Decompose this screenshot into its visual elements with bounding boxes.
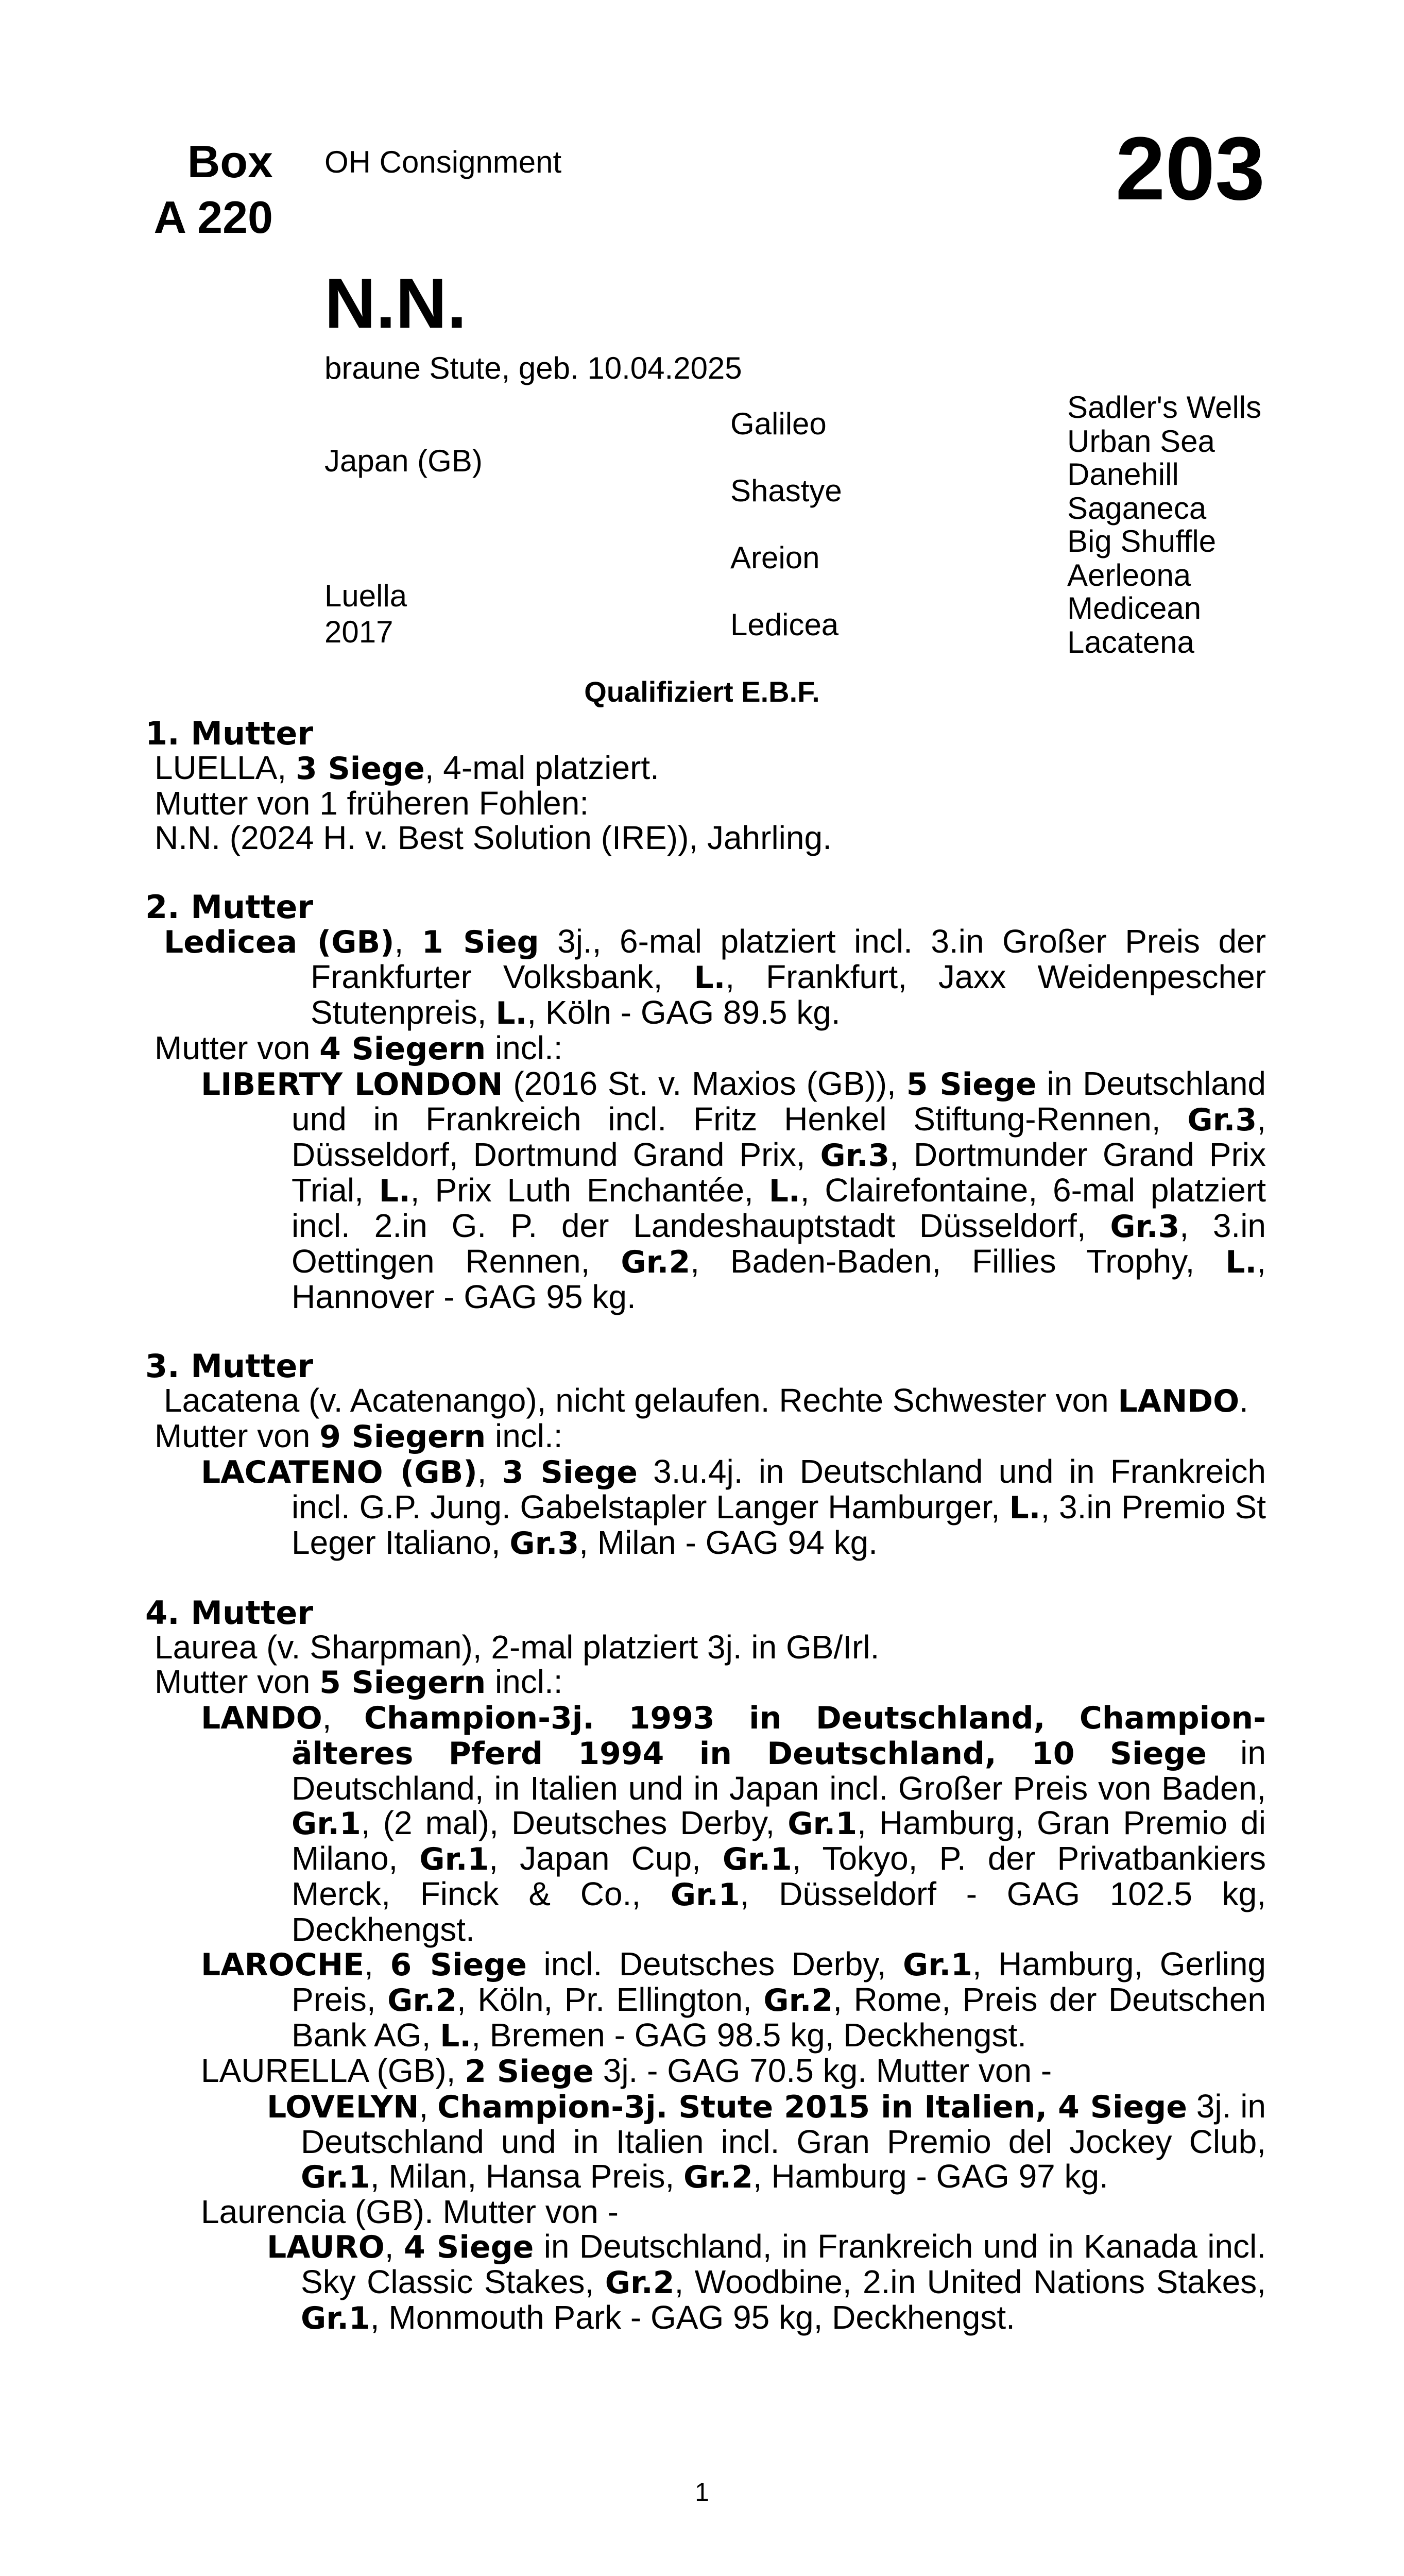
fourth-dam-produce-laroche: LAROCHE, 6 Siege incl. Deutsches Derby, Gr.1, Hamburg, Gerling Preis, Gr.2, Köln, Pr. Ellington, Gr.2, Rome, Preis der Deutschen Bank AG, L., Bremen - GAG 98.5 kg, Deckhengst. — [201, 1945, 1266, 2054]
pedigree-gen3: Saganeca — [1067, 491, 1207, 526]
pedigree-gen2: Shastye — [730, 473, 842, 508]
horse-name: N.N. — [324, 264, 467, 343]
grandproduce-lauro: LAURO, 4 Siege in Deutschland, in Frankreich und in Kanada incl. Sky Classic Stakes, Gr.2, Woodbine, 2.in United Nations Stakes, Gr.1, Monmouth Park - GAG 95 kg, Deckhengst. — [267, 2228, 1266, 2336]
box-number — [139, 134, 273, 245]
third-dam-produce: LACATENO (GB), 3 Siege 3.u.4j. in Deutschland und in Frankreich incl. G.P. Jung. Gabelstapler Langer Hamburger, L., 3.in Premio St Leger Italiano, Gr.3, Milan - GAG 94 kg. — [201, 1453, 1266, 1562]
fourth-dam-produce-lando: LANDO, Champion-3j. 1993 in Deutschland, Champion-älteres Pferd 1994 in Deutschland, 10 Siege in Deutschland, in Italien und in Japan incl. Großer Preis von Baden, Gr.1, (2 mal), Deutsches Derby, Gr.1, Hamburg, Gran Premio di Milano, Gr.1, Japan Cup, Gr.1, Tokyo, P. der Privatbankiers Merck, Finck & Co., Gr.1, Düsseldorf - GAG 102.5 kg, Deckhengst. — [201, 1699, 1266, 1948]
third-dam-winners: Mutter von 9 Siegern incl.: — [155, 1417, 563, 1455]
third-dam-record: Lacatena (v. Acatenango), nicht gelaufen. Rechte Schwester von LANDO. — [164, 1382, 1248, 1419]
first-dam-foal: N.N. (2024 H. v. Best Solution (IRE)), Jahrling. — [155, 819, 832, 856]
second-dam-record: Ledicea (GB), 1 Sieg 3j., 6-mal platziert incl. 3.in Großer Preis der Frankfurter Volksbank, L., Frankfurt, Jaxx Weidenpescher Stutenpreis, L., Köln - GAG 89.5 kg. — [164, 923, 1266, 1031]
second-dam-winners: Mutter von 4 Siegern incl.: — [155, 1029, 563, 1067]
third-dam-heading: 3. Mutter — [145, 1347, 314, 1385]
first-dam-heading: 1. Mutter — [145, 715, 314, 752]
box-label: Box — [187, 136, 273, 187]
fourth-dam-heading: 4. Mutter — [145, 1594, 314, 1632]
pedigree-dam-year: 2017 — [324, 615, 393, 649]
fourth-dam-produce-laurella: LAURELLA (GB), 2 Siege 3j. - GAG 70.5 kg. Mutter von - — [201, 2052, 1052, 2090]
pedigree-gen3: Aerleona — [1067, 558, 1191, 592]
box-id: A 220 — [153, 192, 273, 243]
fourth-dam-produce-laurencia: Laurencia (GB). Mutter von - — [201, 2193, 619, 2230]
pedigree-gen3: Medicean — [1067, 591, 1202, 625]
qualification: Qualifiziert E.B.F. — [584, 675, 820, 708]
second-dam-heading: 2. Mutter — [145, 888, 314, 926]
pedigree-gen3: Sadler's Wells — [1067, 390, 1262, 425]
grandproduce-lovelyn: LOVELYN, Champion-3j. Stute 2015 in Italien, 4 Siege 3j. in Deutschland und in Italien incl. Gran Premio del Jockey Club, Gr.1, Milan, Hansa Preis, Gr.2, Hamburg - GAG 97 kg. — [267, 2088, 1266, 2195]
pedigree-gen3: Lacatena — [1067, 625, 1194, 659]
pedigree-dam: Luella — [324, 579, 407, 613]
horse-description: braune Stute, geb. 10.04.2025 — [324, 351, 742, 385]
fourth-dam-record: Laurea (v. Sharpman), 2-mal platziert 3j. in GB/Irl. — [155, 1629, 880, 1666]
pedigree-gen3: Big Shuffle — [1067, 524, 1217, 558]
pedigree-gen2: Galileo — [730, 406, 827, 441]
first-dam-record: LUELLA, 3 Siege, 4-mal platziert. — [155, 749, 659, 787]
fourth-dam-winners: Mutter von 5 Siegern incl.: — [155, 1663, 563, 1701]
catalogue-body — [145, 716, 1266, 2336]
consignment: OH Consignment — [324, 145, 562, 179]
pedigree-gen2: Areion — [730, 540, 820, 575]
second-dam-produce: LIBERTY LONDON (2016 St. v. Maxios (GB)), 5 Siege in Deutschland und in Frankreich incl. Fritz Henkel Stiftung-Rennen, Gr.3, Düsseldorf, Dortmund Grand Prix, Gr.3, Dortmunder Grand Prix Trial, L., Prix Luth Enchantée, L., Clairefontaine, 6-mal platziert incl. 2.in G. P. der Landeshauptstadt Düsseldorf, Gr.3, 3.in Oettingen Rennen, Gr.2, Baden-Baden, Fillies Trophy, L., Hannover - GAG 95 kg. — [201, 1065, 1266, 1315]
pedigree-sire: Japan (GB) — [324, 444, 483, 478]
first-dam-foals: Mutter von 1 früheren Fohlen: — [155, 785, 589, 822]
lot-number: 203 — [1115, 118, 1265, 218]
page-number: 1 — [695, 2478, 709, 2506]
pedigree-gen2: Ledicea — [730, 607, 839, 642]
pedigree-gen3: Danehill — [1067, 457, 1179, 492]
pedigree-gen3: Urban Sea — [1067, 424, 1215, 459]
